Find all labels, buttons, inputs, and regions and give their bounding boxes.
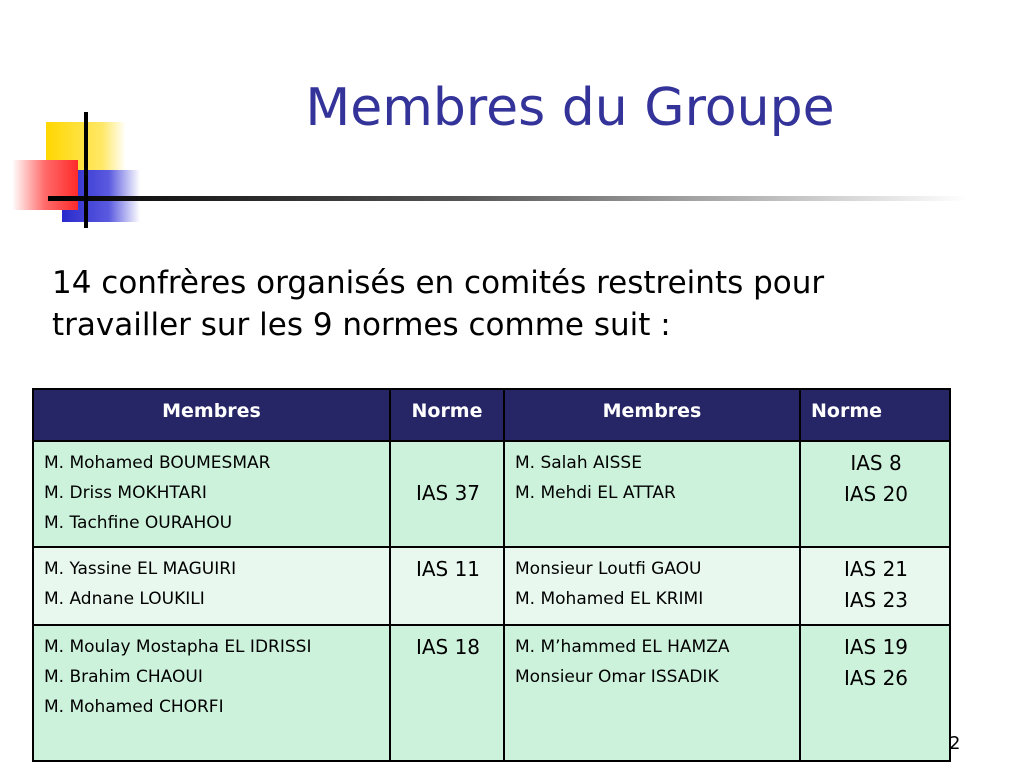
members-cell	[33, 547, 390, 625]
member-name: M. Salah AISSE	[515, 453, 642, 473]
norme-label: IAS 11	[415, 557, 481, 581]
member-name: Monsieur Omar ISSADIK	[515, 667, 719, 687]
norme-cell	[390, 547, 504, 625]
header-norme: Norme	[390, 389, 504, 441]
members-cell	[33, 441, 390, 547]
page-number: 2	[949, 733, 961, 754]
member-name: M. Mehdi EL ATTAR	[515, 483, 676, 503]
header-membres: Membres	[33, 389, 390, 441]
norme-cell	[800, 547, 950, 625]
norme-cell	[390, 625, 504, 761]
member-name: M. Tachfine OURAHOU	[44, 513, 233, 533]
members-table	[32, 388, 951, 762]
member-name: Monsieur Loutfi GAOU	[515, 559, 702, 579]
norme-label: IAS 8	[850, 451, 902, 475]
intro-line: travailler sur les 9 normes comme suit :	[52, 307, 671, 343]
member-name: M. Mohamed CHORFI	[44, 697, 224, 717]
member-name: M. Mohamed EL KRIMI	[515, 589, 704, 609]
member-name: M. Adnane LOUKILI	[44, 589, 205, 609]
header-norme: Norme	[800, 389, 950, 441]
table-row	[33, 441, 950, 547]
slide-title: Membres du Groupe	[305, 78, 835, 138]
members-cell	[33, 625, 390, 761]
members-cell	[504, 441, 800, 547]
norme-cell	[390, 441, 504, 547]
norme-label: IAS 26	[843, 666, 909, 690]
norme-label: IAS 20	[843, 482, 909, 506]
header-membres: Membres	[504, 389, 800, 441]
member-name: M. Mohamed BOUMESMAR	[44, 453, 271, 473]
members-cell	[504, 547, 800, 625]
table-row	[33, 625, 950, 761]
norme-cell	[800, 625, 950, 761]
norme-label: IAS 21	[843, 557, 909, 581]
intro-text	[52, 262, 972, 346]
member-name: M. Driss MOKHTARI	[44, 483, 207, 503]
norme-label: IAS 37	[415, 480, 481, 505]
member-name: M. M’hammed EL HAMZA	[515, 637, 730, 657]
norme-label: IAS 23	[843, 588, 909, 612]
members-cell	[504, 625, 800, 761]
norme-label: IAS 18	[415, 635, 481, 659]
norme-cell	[800, 441, 950, 547]
table-row	[33, 547, 950, 625]
member-name: M. Brahim CHAOUI	[44, 667, 203, 687]
member-name: M. Moulay Mostapha EL IDRISSI	[44, 637, 312, 657]
member-name: M. Yassine EL MAGUIRI	[44, 559, 237, 579]
norme-label: IAS 19	[843, 635, 909, 659]
table-header-row	[33, 389, 950, 441]
intro-line: 14 confrères organisés en comités restreints pour	[52, 265, 825, 301]
